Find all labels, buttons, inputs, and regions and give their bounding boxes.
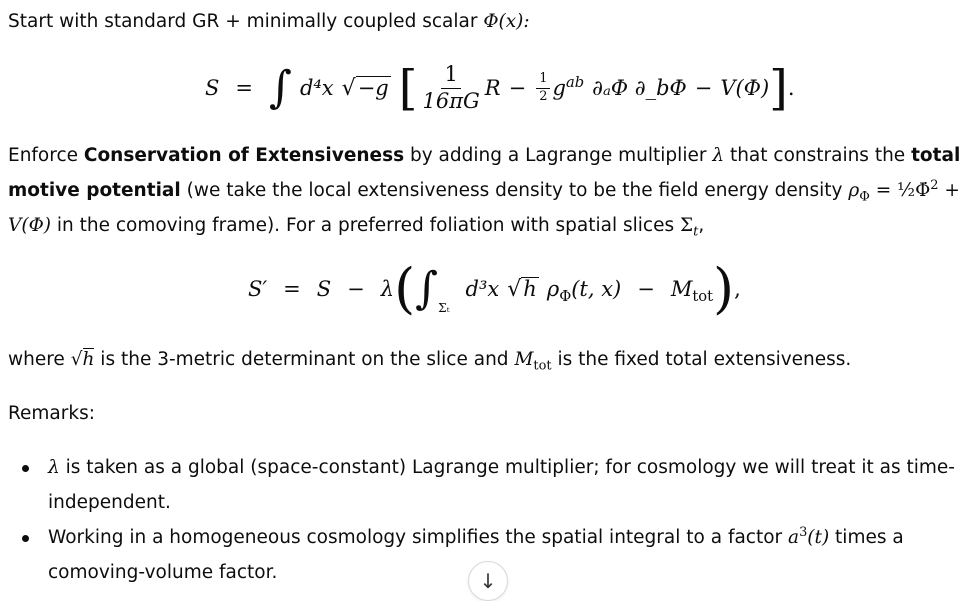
eq1-partials: ∂ₐΦ ∂_bΦ [592,76,687,100]
intro-text: Start with standard GR + minimally coupled scalar [8,11,484,32]
eq1-half: $\frac{1}{2}$ [536,72,550,104]
bullet-dot [22,535,29,542]
scroll-down-button[interactable] [468,561,508,601]
mtot-symbol: $M_{tot}$ [514,349,552,374]
intro-paragraph [8,4,963,39]
remarks-label: Remarks: [8,403,95,424]
action-equation: S = ∫ d⁴x √ −g [ $\frac{1}{16\pi G}$ R − $\frac{1}{2}$ $g^{ab}$ ∂ₐΦ ∂_bΦ − V(Φ) ] . [205,60,795,116]
conservation-term: Conservation of Extensiveness [83,145,405,166]
constrained-action-equation: S′ = S − λ ( ∫ Σₜ d³x √ h $\rho_\Phi$ (t, x) − $M_{tot}$ ) , [248,257,741,320]
eq1-measure: d⁴x [299,76,334,100]
eq2-S: S [316,277,332,301]
eq2-equals: = [283,277,301,301]
eq1-potential: V(Φ) [720,76,770,100]
eq2-lhs: S′ [248,277,268,301]
sigma-symbol: $\Sigma_t$ [680,215,699,240]
eq2-integral: ∫ Σₜ [415,263,450,315]
bullet-dot [22,465,29,472]
eq1-minus: − [508,76,527,100]
rho-symbol: $\rho_\Phi$ [848,180,870,205]
constraint-paragraph: Enforce Conservation of Extensiveness by adding a Lagrange multiplier λ that constrains the total motive potential (we take the local extensiveness density to be the field energy density $\rho_\Phi$ = ½Φ̇$^2$ + V(Φ) in the comoving frame). For a preferred foliation with spatial slices $\Sigma_t$, [8,145,961,240]
eq2-minus-2: − [637,277,655,301]
motive-potential-term: total motive potential [8,145,961,201]
eq2-lambda: λ [380,277,395,301]
eq1-period: . [787,76,795,100]
phi-dot: Φ̇$^2$ [915,177,939,201]
definitions-paragraph: where √h is the 3-metric determinant on the slice and $M_{tot}$ is the fixed total extensiveness. [8,349,852,374]
list-item: Working in a homogeneous cosmology simplifies the spatial integral to a factor $a^3(t)$ times a comoving-volume factor. [0,520,960,590]
eq1-sqrt: √ −g [341,75,389,101]
eq2-comma: , [734,277,741,301]
eq2-measure: d³x [465,277,500,301]
eq2-rho: $\rho_\Phi$ [546,277,572,306]
eq2-sqrt: √ h [507,276,537,302]
eq1-lhs: S [205,76,220,100]
eq1-integral: ∫ [269,62,292,113]
list-item: λ is taken as a global (space-constant) Lagrange multiplier; for cosmology we will treat it as time-independent. [0,450,960,520]
arrow-down-icon: ↓ [479,569,497,593]
lambda-symbol: λ [712,145,725,166]
eq1-equals: = [235,76,253,100]
sqrt-h: √h [70,349,95,370]
eq1-fraction: $\frac{1}{16\pi G}$ [422,62,480,113]
eq2-minus: − [347,277,365,301]
eq1-ricci: R [484,76,501,100]
eq2-mtot: $M_{tot}$ [670,277,714,306]
eq1-minus-2: − [694,76,713,100]
intro-symbol: Φ(x): [483,11,530,32]
eq1-metric: $g^{ab}$ [552,74,585,100]
eq2-args: (t, x) [571,277,622,301]
